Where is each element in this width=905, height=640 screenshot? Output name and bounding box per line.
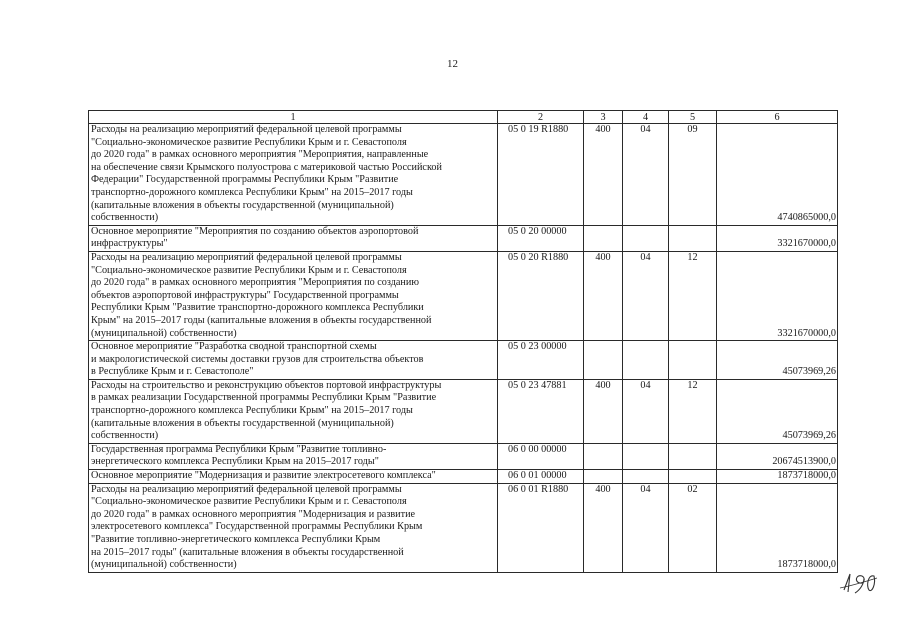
row-subsection: 12	[669, 379, 717, 443]
row-code: 06 0 01 00000	[498, 470, 584, 484]
row-amount: 45073969,26	[717, 341, 838, 380]
row-amount: 45073969,26	[717, 379, 838, 443]
row-description: Расходы на реализацию мероприятий федеральной целевой программы "Социально-экономическое развитие Республики Крым и г. Севастополя до 2020 года" в рамках основного мероприятия "Модернизация и развитие электросетевого комплекса" Государственной программы Республики Крым "Развитие топливно-энергетического комплекса Республики Крым на 2015–2017 годы" (капитальные вложения в объекты государственной (муниципальной) собственности)	[91, 483, 423, 571]
row-section: 04	[623, 251, 669, 340]
row-code: 05 0 23 47881	[498, 379, 584, 443]
row-section: 04	[623, 124, 669, 226]
row-amount: 1873718000,0	[717, 470, 838, 484]
table-row	[89, 470, 838, 484]
row-expense-type: 400	[584, 124, 623, 226]
row-expense-type	[584, 470, 623, 484]
table-row	[89, 379, 838, 443]
header-cell-6: 6	[717, 111, 838, 124]
row-code: 05 0 20 R1880	[498, 251, 584, 340]
row-amount: 1873718000,0	[717, 483, 838, 572]
table-row	[89, 443, 838, 469]
row-code: 05 0 23 00000	[498, 341, 584, 380]
row-description: Основное мероприятие "Модернизация и развитие электросетевого комплекса"	[91, 470, 436, 482]
row-expense-type	[584, 225, 623, 251]
header-cell-5: 5	[669, 111, 717, 124]
row-amount: 4740865000,0	[717, 124, 838, 226]
row-section: 04	[623, 483, 669, 572]
row-code: 06 0 01 R1880	[498, 483, 584, 572]
row-subsection	[669, 443, 717, 469]
row-subsection: 09	[669, 124, 717, 226]
row-amount: 20674513900,0	[717, 443, 838, 469]
row-subsection: 02	[669, 483, 717, 572]
row-section	[623, 443, 669, 469]
row-subsection	[669, 341, 717, 380]
budget-table	[88, 110, 838, 573]
row-description: Расходы на реализацию мероприятий федеральной целевой программы "Социально-экономическое развитие Республики Крым и г. Севастополя до 2020 года" в рамках основного мероприятия "Мероприятия по созданию объектов аэропортовой инфраструктуры" Государственной программы Республики Крым "Развитие транспортно-дорожного комплекса Республики Крым" на 2015–2017 годы (капитальные вложения в объекты государственной (муниципальной) собственности)	[91, 251, 432, 339]
table-row	[89, 251, 838, 340]
row-expense-type: 400	[584, 379, 623, 443]
row-description: Основное мероприятие "Мероприятия по созданию объектов аэропортовой инфраструктуры"	[91, 225, 419, 250]
row-expense-type	[584, 443, 623, 469]
row-description: Основное мероприятие "Разработка сводной транспортной схемы и макрологистической системы доставки грузов для строительства объектов в Республике Крым и г. Севастополе"	[91, 341, 424, 378]
table-row	[89, 341, 838, 380]
row-section: 04	[623, 379, 669, 443]
header-cell-3: 3	[584, 111, 623, 124]
table-row	[89, 225, 838, 251]
row-code: 05 0 20 00000	[498, 225, 584, 251]
row-expense-type: 400	[584, 251, 623, 340]
row-subsection: 12	[669, 251, 717, 340]
header-cell-1: 1	[89, 111, 498, 124]
row-code: 05 0 19 R1880	[498, 124, 584, 226]
page-number: 12	[447, 58, 458, 70]
header-cell-2: 2	[498, 111, 584, 124]
row-section	[623, 225, 669, 251]
handwritten-page-count	[838, 566, 878, 596]
table-row	[89, 483, 838, 572]
row-code: 06 0 00 00000	[498, 443, 584, 469]
row-description: Государственная программа Республики Крым "Развитие топливно- энергетического комплекса Республики Крым на 2015–2017 годы"	[91, 443, 387, 468]
row-description: Расходы на реализацию мероприятий федеральной целевой программы "Социально-экономическое развитие Республики Крым и г. Севастополя до 2020 года" в рамках основного мероприятия "Мероприятия, направленные на обеспечение связи Крымского полуострова с материковой частью Российской Федерации" Государственной программы Республики Крым "Развитие транспортно-дорожного комплекса Республики Крым" на 2015–2017 годы (капитальные вложения в объекты государственной (муниципальной) собственности)	[91, 124, 442, 224]
table-header-row	[89, 111, 838, 124]
row-section	[623, 470, 669, 484]
row-description: Расходы на строительство и реконструкцию объектов портовой инфраструктуры в рамках реализации Государственной программы Республики Крым "Развитие транспортно-дорожного комплекса Республики Крым" на 2015–2017 годы (капитальные вложения в объекты государственной (муниципальной) собственности)	[91, 379, 442, 442]
table-row	[89, 124, 838, 226]
row-amount: 3321670000,0	[717, 225, 838, 251]
header-cell-4: 4	[623, 111, 669, 124]
row-amount: 3321670000,0	[717, 251, 838, 340]
row-subsection	[669, 470, 717, 484]
row-expense-type: 400	[584, 483, 623, 572]
row-expense-type	[584, 341, 623, 380]
row-subsection	[669, 225, 717, 251]
row-section	[623, 341, 669, 380]
